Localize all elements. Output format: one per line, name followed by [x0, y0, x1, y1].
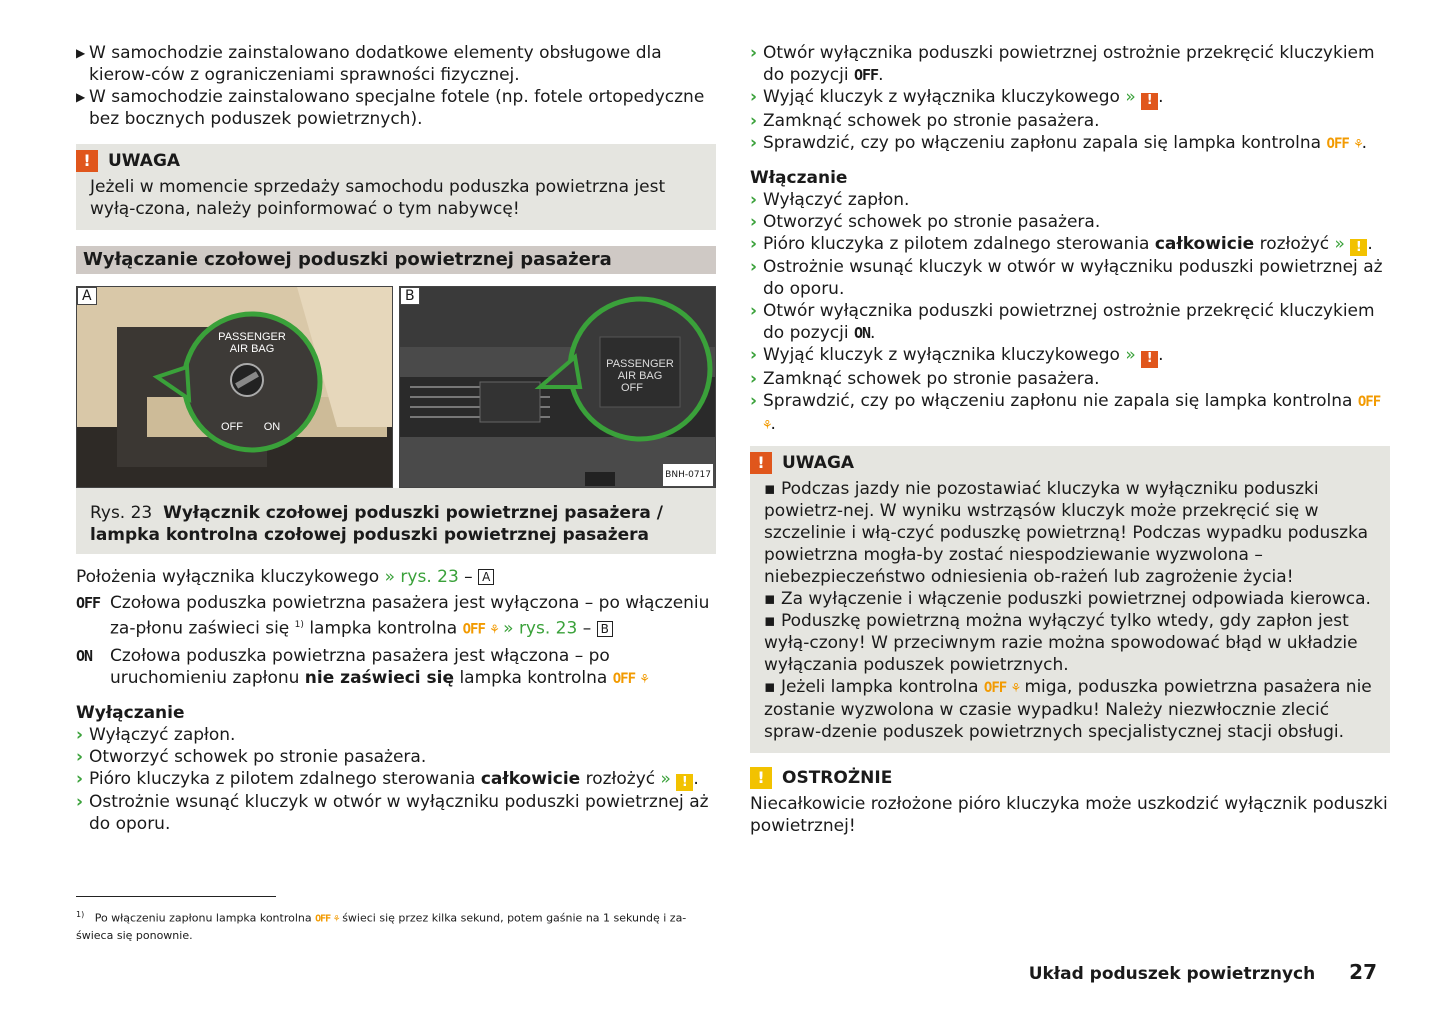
chevron-right-icon: ›: [750, 189, 758, 210]
triangle-bullet-icon: ▶: [76, 90, 86, 104]
page-number: 27: [1349, 960, 1377, 984]
callout-label: PASSENGER: [218, 331, 286, 343]
list-item: › Otwór wyłącznika poduszki powietrznej ostrożnie przekręcić kluczykiem do pozycji OFF.: [750, 43, 1375, 85]
callout-label: PASSENGER: [606, 358, 674, 370]
figure-panel-a: [76, 286, 393, 488]
figure-code: BNH-0717: [663, 464, 713, 486]
key-letter: A: [478, 569, 494, 585]
chevron-right-icon: ›: [750, 132, 758, 153]
caution-reference-link[interactable]: »: [660, 768, 671, 789]
caution-icon: !: [750, 767, 772, 789]
triangle-bullet-icon: ▶: [76, 46, 86, 60]
footnote-mark: 1): [294, 620, 304, 630]
warning-box: [750, 446, 1390, 753]
subheading-disable: Wyłączanie: [76, 702, 185, 723]
airbag-off-lamp-icon: OFF: [612, 670, 636, 687]
warning-box: [76, 144, 716, 230]
airbag-person-icon: ⚘: [640, 670, 648, 687]
off-label: OFF: [221, 421, 243, 433]
airbag-person-icon: ⚘: [333, 913, 339, 925]
left-column: [76, 42, 716, 835]
airbag-off-lamp-icon: OFF: [315, 913, 331, 925]
list-item: › Wyłączyć zapłon.: [76, 724, 236, 745]
warning-reference-link[interactable]: »: [1125, 345, 1136, 365]
figure-caption: Rys. 23 Wyłącznik czołowej poduszki powietrznej pasażera / lampka kontrolna czołowej poduszki powietrznej pasażera: [76, 488, 716, 554]
caution-icon: !: [1350, 239, 1367, 256]
list-item: › Sprawdzić, czy po włączeniu zapłonu zapala się lampka kontrolna OFF ⚘.: [750, 132, 1368, 153]
right-column: [750, 42, 1390, 837]
chevron-right-icon: ›: [76, 792, 84, 813]
chapter-title: Układ poduszek powietrznych: [1028, 964, 1316, 984]
list-item: › Wyłączyć zapłon.: [750, 189, 910, 210]
airbag-person-icon: ⚘: [763, 416, 771, 433]
chevron-right-icon: ›: [750, 301, 758, 321]
chevron-right-icon: ›: [750, 233, 758, 254]
airbag-off-lamp-icon: OFF: [462, 621, 485, 638]
callout-label: OFF: [621, 382, 643, 394]
chevron-right-icon: ›: [76, 768, 84, 789]
list-item: › Sprawdzić, czy po włączeniu zapłonu nie zapala się lampka kontrolna OFF ⚘.: [750, 390, 1381, 434]
callout-label: AIR BAG: [617, 370, 663, 382]
chevron-right-icon: ›: [76, 724, 84, 745]
list-item: › Ostrożnie wsunąć kluczyk w otwór w wyłączniku poduszki powietrznej aż do oporu.: [750, 257, 1383, 299]
list-item: › Otworzyć schowek po stronie pasażera.: [750, 211, 1101, 232]
caution-text: Niecałkowicie rozłożone pióro kluczyka może uszkodzić wyłącznik poduszki powietrznej!: [750, 793, 1388, 836]
positions-intro: Położenia wyłącznika kluczykowego » rys. 23 – A: [76, 566, 716, 588]
figure-panel-b: [399, 286, 716, 488]
on-label: ON: [263, 421, 281, 433]
airbag-off-lamp-icon: OFF: [1326, 135, 1349, 152]
list-item: › Zamknąć schowek po stronie pasażera.: [750, 368, 1100, 389]
footnote-divider: [76, 896, 276, 897]
chevron-right-icon: ›: [750, 345, 758, 365]
airbag-off-lamp-icon: OFF: [983, 679, 1007, 696]
chevron-right-icon: ›: [750, 211, 758, 232]
section-title: Wyłączanie czołowej poduszki powietrznej pasażera: [76, 246, 716, 274]
list-item: › Pióro kluczyka z pilotem zdalnego sterowania całkowicie rozłożyć » ! .: [76, 768, 699, 790]
airbag-person-icon: ⚘: [1354, 135, 1362, 152]
figure-reference-link[interactable]: » rys. 23: [503, 618, 578, 639]
chevron-right-icon: ›: [750, 43, 758, 63]
chevron-right-icon: ›: [76, 746, 84, 767]
caution-heading: ! OSTROŻNIE: [750, 767, 1390, 789]
panel-label-a: A: [77, 287, 97, 305]
key-letter: B: [597, 621, 613, 637]
chevron-right-icon: ›: [750, 110, 758, 131]
warning-icon: !: [1141, 351, 1158, 368]
caution-reference-link[interactable]: »: [1334, 233, 1345, 254]
list-item: ▶ W samochodzie zainstalowano specjalne fotele (np. fotele ortopedyczne bez bocznych poduszek powietrznych).: [76, 87, 705, 129]
warning-text: Jeżeli w momencie sprzedaży samochodu poduszka powietrzna jest wyłą-czona, należy poinformować o tym nabywcę!: [90, 177, 666, 219]
caution-icon: !: [676, 774, 693, 791]
airbag-off-lamp-icon: OFF: [1357, 393, 1381, 410]
list-item: › Wyjąć kluczyk z wyłącznika kluczykowego » ! .: [750, 87, 1164, 108]
list-item: ▶ W samochodzie zainstalowano dodatkowe elementy obsługowe dla kierow-ców z ograniczeniami sprawności fizycznej.: [76, 43, 662, 85]
warning-paragraph: ▪ Poduszkę powietrzną można wyłączyć tylko wtedy, gdy zapłon jest wyłą-czony! W przeciwnym razie można spowodować błąd w układzie wyłączania poduszek powietrznych.: [764, 610, 1358, 675]
list-item: › Otwór wyłącznika poduszki powietrznej ostrożnie przekręcić kluczykiem do pozycji ON.: [750, 301, 1375, 343]
callout-label: AIR BAG: [229, 343, 275, 355]
list-item: › Wyjąć kluczyk z wyłącznika kluczykowego » ! .: [750, 345, 1164, 366]
warning-heading: ! UWAGA: [76, 150, 702, 172]
list-item: › Ostrożnie wsunąć kluczyk w otwór w wyłączniku poduszki powietrznej aż do oporu.: [76, 792, 709, 835]
off-symbol: OFF: [853, 66, 879, 84]
list-item: › Pióro kluczyka z pilotem zdalnego sterowania całkowicie rozłożyć » ! .: [750, 233, 1373, 255]
on-symbol: ON: [76, 646, 93, 665]
warning-heading: ! UWAGA: [750, 452, 1376, 474]
off-symbol: OFF: [76, 594, 101, 612]
warning-paragraph: ▪ Podczas jazdy nie pozostawiać kluczyka w wyłączniku poduszki powietrz-nej. W wyniku wstrząsów kluczyk może przekręcić się w szczelinie i włą-czyć poduszkę powietrzną! Podczas wypadku poduszka powietrzna mogła-by zostać niespodziewanie wyzwolona – niebezpieczeństwo odniesienia ob-rażeń lub zagrożenie życia!: [764, 478, 1369, 587]
figure-23: [76, 286, 716, 488]
position-off: OFF Czołowa poduszka powietrzna pasażera jest wyłączona – po włączeniu za-płonu zaświeci się $^{1)}$ lampka kontrolna OFF ⚘ » rys. 23 – B: [76, 593, 710, 639]
airbag-person-icon: ⚘: [1011, 679, 1020, 696]
position-on: ON Czołowa poduszka powietrzna pasażera jest włączona – po uruchomieniu zapłonu nie zaświeci się lampka kontrolna OFF ⚘: [76, 645, 648, 688]
subheading-enable: Włączanie: [750, 167, 848, 188]
warning-icon: !: [1141, 93, 1158, 110]
warning-paragraph: ▪ Za wyłączenie i włączenie poduszki powietrznej odpowiada kierowca.: [764, 588, 1371, 609]
list-item: › Otworzyć schowek po stronie pasażera.: [76, 746, 427, 767]
list-item: › Zamknąć schowek po stronie pasażera.: [750, 110, 1100, 131]
chevron-right-icon: ›: [750, 390, 758, 411]
page-footer: [1029, 960, 1377, 984]
chevron-right-icon: ›: [750, 368, 758, 389]
chevron-right-icon: ›: [750, 257, 758, 277]
dashboard-illustration: [400, 287, 716, 488]
warning-reference-link[interactable]: »: [1125, 87, 1136, 107]
panel-label-b: B: [400, 287, 420, 305]
glovebox-illustration: [77, 287, 393, 488]
caution-section: [750, 767, 1390, 837]
warning-icon: !: [750, 452, 772, 474]
warning-icon: !: [76, 150, 98, 172]
figure-reference-link[interactable]: » rys. 23: [384, 567, 459, 587]
warning-paragraph: ▪ Jeżeli lampka kontrolna OFF ⚘ miga, poduszka powietrzna pasażera nie zostanie wyzwolona w czasie wypadku! Należy niezwłocznie zlecić spraw-dzenie poduszek powietrznych specjalistycznej stacji obsługi.: [764, 676, 1372, 742]
chevron-right-icon: ›: [750, 87, 758, 107]
on-symbol: ON: [853, 324, 871, 342]
airbag-person-icon: ⚘: [490, 621, 498, 638]
footnote: $^{1)}$ Po włączeniu zapłonu lampka kontrolna OFF ⚘ świeci się przez kilka sekund, potem gaśnie na 1 sekundę i za-świeca się ponownie.: [76, 910, 687, 942]
